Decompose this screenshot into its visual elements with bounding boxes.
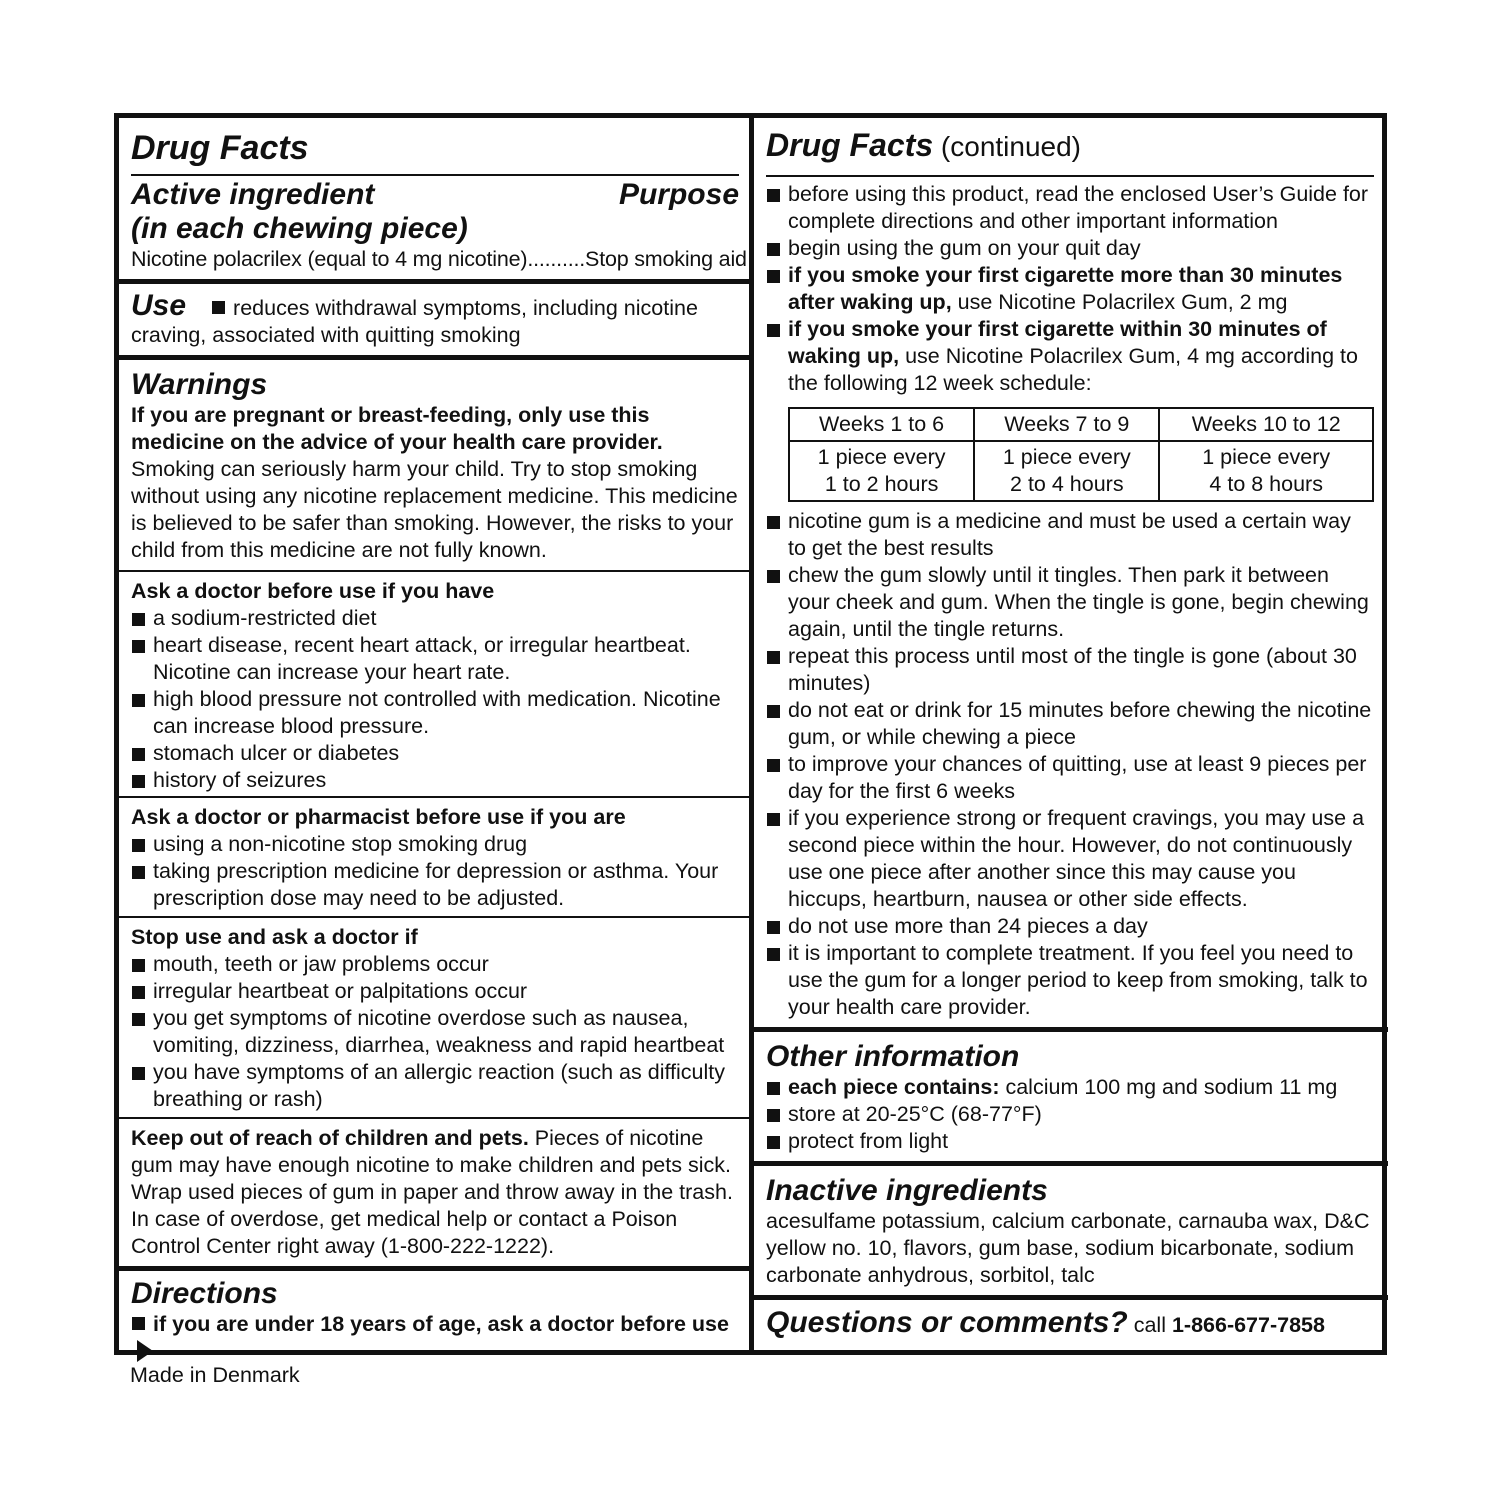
left-column xyxy=(119,118,754,1350)
list-item: begin using the gum on your quit day xyxy=(766,235,1374,262)
list-item: do not eat or drink for 15 minutes before chewing the nicotine gum, or while chewing a piece xyxy=(766,697,1374,751)
table-cell: 1 piece every 2 to 4 hours xyxy=(974,441,1159,501)
list-item: you have symptoms of an allergic reaction (such as difficulty breathing or rash) xyxy=(131,1059,739,1113)
inactive-ingredients-section xyxy=(754,1166,1388,1300)
ask-pharmacist-heading: Ask a doctor or pharmacist before use if you are xyxy=(131,805,626,829)
active-ingredient-line: Nicotine polacrilex (equal to 4 mg nicotine)..........Stop smoking aid xyxy=(131,247,747,271)
use-section xyxy=(119,284,749,360)
drug-facts-continued-section xyxy=(754,118,1388,1027)
ask-pharmacist-section xyxy=(119,798,749,918)
keep-out-text: Pieces of nicotine gum may have enough nicotine to make children and pets sick. Wrap used pieces of gum in paper and throw away in the trash. In case of overdose, get medical help or contact a Poison Control Center right away (1-800-222-1222). xyxy=(131,1126,733,1258)
drug-facts-title: Drug Facts xyxy=(131,129,309,167)
active-ingredient-subheading: (in each chewing piece) xyxy=(131,212,468,245)
drug-facts-continued-title: Drug Facts xyxy=(766,127,934,163)
list-item: before using this product, read the enclosed User’s Guide for complete directions and other important information xyxy=(766,181,1374,235)
list-item: each piece contains: calcium 100 mg and sodium 11 mg xyxy=(766,1074,1378,1101)
drug-facts-title-section xyxy=(119,118,749,176)
drug-facts-label xyxy=(114,113,1387,1355)
list-item: do not use more than 24 pieces a day xyxy=(766,913,1374,940)
dosing-schedule-table xyxy=(788,407,1374,502)
table-header: Weeks 10 to 12 xyxy=(1159,408,1373,441)
pregnancy-warning-text: Smoking can seriously harm your child. Try to stop smoking without using any nicotine replacement medicine. This medicine is believed to be safer than smoking. However, the risks to your child from this medicine are not fully known. xyxy=(131,457,738,562)
list-item: high blood pressure not controlled with medication. Nicotine can increase blood pressure. xyxy=(131,686,739,740)
ask-doctor-section xyxy=(119,572,749,798)
list-item: mouth, teeth or jaw problems occur xyxy=(131,951,739,978)
list-item: you get symptoms of nicotine overdose such as nausea, vomiting, dizziness, diarrhea, weakness and rapid heartbeat xyxy=(131,1005,739,1059)
inactive-ingredients-heading: Inactive ingredients xyxy=(766,1174,1048,1207)
inactive-ingredients-text: acesulfame potassium, calcium carbonate, carnauba wax, D&C yellow no. 10, flavors, gum base, sodium bicarbonate, sodium carbonate anhydrous, sorbitol, talc xyxy=(766,1209,1370,1287)
call-label: call xyxy=(1127,1313,1172,1337)
list-item: protect from light xyxy=(766,1128,1378,1155)
list-item: nicotine gum is a medicine and must be used a certain way to get the best results xyxy=(766,508,1374,562)
list-item: a sodium-restricted diet xyxy=(131,605,739,632)
phone-number: 1-866-677-7858 xyxy=(1171,1313,1325,1337)
stop-use-section xyxy=(119,918,749,1119)
directions-first-line: if you are under 18 years of age, ask a doctor before use xyxy=(153,1312,729,1336)
list-item: if you smoke your first cigarette more than 30 minutes after waking up, use Nicotine Polacrilex Gum, 2 mg xyxy=(766,262,1374,316)
use-line2: craving, associated with quitting smoking xyxy=(131,323,521,347)
list-item: chew the gum slowly until it tingles. Then park it between your cheek and gum. When the tingle is gone, begin chewing again, until the tingle returns. xyxy=(766,562,1374,643)
table-cell: 1 piece every 1 to 2 hours xyxy=(789,441,974,501)
list-item: stomach ulcer or diabetes xyxy=(131,740,739,767)
continue-arrow-icon xyxy=(137,1340,153,1362)
list-item: taking prescription medicine for depression or asthma. Your prescription dose may need to be adjusted. xyxy=(131,858,739,912)
active-ingredient-section xyxy=(119,176,749,284)
purpose-heading: Purpose xyxy=(618,178,739,211)
other-information-section xyxy=(754,1032,1388,1166)
keep-out-bold: Keep out of reach of children and pets. xyxy=(131,1126,529,1150)
list-item: to improve your chances of quitting, use at least 9 pieces per day for the first 6 weeks xyxy=(766,751,1374,805)
table-header: Weeks 1 to 6 xyxy=(789,408,974,441)
directions-heading: Directions xyxy=(131,1277,278,1310)
table-header: Weeks 7 to 9 xyxy=(974,408,1159,441)
list-item: heart disease, recent heart attack, or irregular heartbeat. Nicotine can increase your heart rate. xyxy=(131,632,739,686)
warnings-heading: Warnings xyxy=(131,368,268,401)
bullet-icon xyxy=(132,1317,145,1330)
continued-label: (continued) xyxy=(933,131,1082,162)
questions-section xyxy=(754,1300,1388,1345)
list-item: irregular heartbeat or palpitations occur xyxy=(131,978,739,1005)
keep-out-section xyxy=(119,1119,749,1271)
stop-use-heading: Stop use and ask a doctor if xyxy=(131,925,418,949)
table-cell: 1 piece every 4 to 8 hours xyxy=(1159,441,1373,501)
list-item: history of seizures xyxy=(131,767,739,794)
ask-doctor-heading: Ask a doctor before use if you have xyxy=(131,579,495,603)
list-item: using a non-nicotine stop smoking drug xyxy=(131,831,739,858)
use-heading: Use xyxy=(131,289,187,322)
other-information-heading: Other information xyxy=(766,1040,1020,1073)
list-item: if you smoke your first cigarette within 30 minutes of waking up, use Nicotine Polacrilex Gum, 4 mg according to the following 12 week schedule: xyxy=(766,316,1374,397)
right-column xyxy=(754,118,1388,1350)
use-line1: reduces withdrawal symptoms, including nicotine xyxy=(233,296,698,320)
warnings-section xyxy=(119,360,749,572)
list-item: repeat this process until most of the tingle is gone (about 30 minutes) xyxy=(766,643,1374,697)
list-item: store at 20-25°C (68-77°F) xyxy=(766,1101,1378,1128)
country-of-origin: Made in Denmark xyxy=(130,1363,300,1387)
list-item: it is important to complete treatment. If you feel you need to use the gum for a longer period to keep from smoking, talk to your health care provider. xyxy=(766,940,1374,1021)
questions-heading: Questions or comments? xyxy=(766,1306,1128,1339)
list-item: if you experience strong or frequent cravings, you may use a second piece within the hour. However, do not continuously use one piece after another since this may cause you hiccups, heartburn, nausea or other side effects. xyxy=(766,805,1374,913)
active-ingredient-heading: Active ingredient xyxy=(131,178,375,211)
bullet-icon xyxy=(212,301,225,314)
pregnancy-warning-bold: If you are pregnant or breast-feeding, only use this medicine on the advice of your health care provider. xyxy=(131,403,663,454)
directions-section xyxy=(119,1271,749,1365)
